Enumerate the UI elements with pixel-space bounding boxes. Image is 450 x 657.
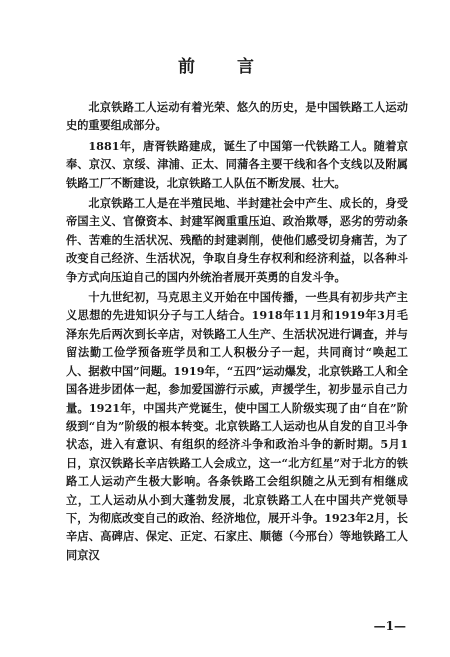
body-text: [66, 98, 408, 566]
paragraph: 北京铁路工人运动有着光荣、悠久的历史，是中国铁路工人运动史的重要组成部分。: [66, 100, 408, 133]
page-title: 前 言: [178, 57, 272, 77]
paragraph: 北京铁路工人是在半殖民地、半封建社会中产生、成长的，身受帝国主义、官僚资本、封建军阀重重压迫、政治欺辱，恶劣的劳动条件、苦难的生活状况、残酷的封建剥削，使他们感受切身痛苦，为了改变自己经济、生活状况，争取自身生存权利和经济利益，以各种斗争方式向压迫自己的国内外统治者展开英勇的自发斗争。: [66, 196, 408, 284]
paragraph: 十九世纪初，马克思主义开始在中国传播，一些具有初步共产主义思想的先进知识分子与工人结合。1918年11月和1919年3月毛泽东先后两次到长辛店，对铁路工人生产、生活状况进行调查，并与留法勤工俭学预备班学员和工人积极分子一起，共同商讨“唤起工人、据救中国”问题。1919年，“五四”运动爆发，北京铁路工人和全国各进步团体一起，参加爱国游行示威，声援学生，初步显示自己力量。1921年，中国共产党诞生，使中国工人阶级实现了由“自在”阶级到“自为”阶级的根本转变。北京铁路工人运动也从自发的自卫斗争状态，进入有意识、有组织的经济斗争和政治斗争的新时期。5月1日，京汉铁路长辛店铁路工人会成立，这一“北方红星”对于北方的铁路工人运动产生极大影响。各条铁路工会组织随之从无到有相继成立，工人运动从小到大蓬勃发展，北京铁路工人在中国共产党领导下，为彻底改变自己的政治、经济地位，展开斗争。1923年2月，长辛店、高碑店、保定、正定、石家庄、顺德（今邢台）等地铁路工人同京汉: [66, 290, 408, 562]
paragraph: 1881年，唐胥铁路建成，诞生了中国第一代铁路工人。随着京奉、京汉、京绥、津浦、正太、同蒲各主要干线和各个支线以及附属铁路工厂不断建设，北京铁路工人队伍不断发展、壮大。: [66, 138, 408, 190]
page-number: —1—: [373, 619, 406, 633]
